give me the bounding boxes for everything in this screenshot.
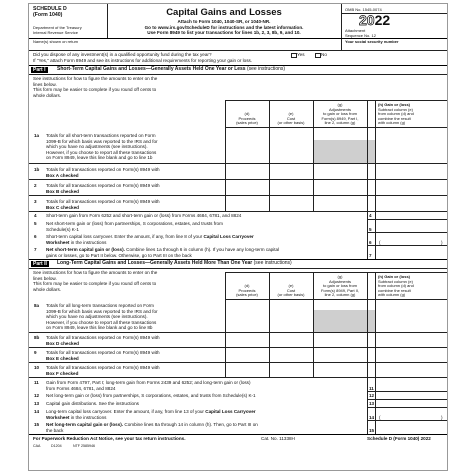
tax-year: 2022: [359, 12, 391, 28]
line-11-text-2: from Forms 4684, 6781, and 8824: [46, 385, 116, 391]
line-10-number: 10: [34, 365, 40, 370]
p1-col-d-header: (d) Proceeds (sales price): [236, 111, 258, 126]
line-14-box-number: 14: [369, 414, 375, 420]
line-8b-text-1: Totals for all transactions reported on Form(s) 8949 with: [46, 335, 160, 340]
line-8a-text-5: on Form 8949, leave this line blank and go to line 8b: [46, 325, 153, 330]
line-3-text-1: Totals for all transactions reported on Form(s) 8949 with: [46, 199, 160, 204]
line-13-text: Capital gain distributions. See the instructions: [46, 401, 139, 406]
footer-form-name: Schedule D (Form 1040) 2022: [367, 436, 431, 441]
p1-col-g-header: (g) Adjustments to gain or loss from Form(s) 8949, Part I, line 2, column (g): [321, 102, 359, 126]
part1-instr-1: See instructions for how to figure the amounts to enter on the: [33, 76, 158, 81]
line-4-text: Short-term gain from Form 6252 and short-term gain or (loss) from Forms 4684, 6781, and 8824: [46, 213, 242, 218]
part1-instr-4: whole dollars.: [33, 92, 62, 98]
line-8a-text-4: However, if you choose to report all these transactions: [46, 319, 157, 325]
line-14-text-2: Worksheet in the instructions: [46, 414, 107, 420]
line-11-text-1: Gain from Form 4797, Part I; long-term gain from Forms 2439 and 6252; and long-term gain or (loss): [46, 380, 251, 385]
line-11-number: 11: [34, 380, 39, 385]
line-15-number: 15: [34, 422, 40, 427]
line-4-box-number: 4: [369, 213, 372, 218]
line-7-number: 7: [34, 247, 37, 252]
line-1a-number: 1a: [34, 133, 40, 138]
p2-col-d-header: (d) Proceeds (sales price): [236, 283, 258, 298]
form-ref: (Form 1040): [33, 12, 63, 18]
line-6-number: 6: [34, 234, 37, 239]
line-13-box-number: 13: [369, 401, 375, 406]
line-1a-text-4: However, if you choose to report all these transactions: [46, 149, 157, 155]
line-8b-text-2: Box D checked: [46, 340, 79, 346]
part1-instr-2: lines below.: [33, 81, 57, 87]
line-8a-number: 8a: [34, 303, 40, 308]
line-8a-text-1: Totals for all long-term transactions reported on Form: [46, 303, 154, 308]
attachment-label: Attachment: [345, 28, 366, 33]
line-12-text: Net long-term gain or (loss) from partnerships, S corporations, estates, and trusts from Schedule(s) K-1: [46, 393, 256, 398]
attach-instruction: Attach to Form 1040, 1040-SR, or 1040-NR.: [177, 19, 271, 24]
line-12-number: 12: [34, 393, 40, 398]
goto-instruction: Go to www.irs.gov/ScheduleD for instructions and the latest information.: [144, 24, 304, 30]
part2-heading: Long-Term Capital Gains and Losses—Generally Assets Held More Than One Year (see instructions): [57, 260, 292, 266]
line-1a-text-5: on Form 8949, leave this line blank and go to line 1b: [46, 155, 153, 160]
paperwork-notice: For Paperwork Reduction Act Notice, see your tax return instructions.: [33, 436, 186, 441]
dept-irs: Internal Revenue Service: [33, 30, 78, 35]
part1-instr-3: This form may be easier to complete if you round off cents to: [33, 87, 157, 92]
line-4-number: 4: [34, 213, 37, 218]
line-1a-g-shaded: [313, 140, 375, 163]
part2-instr-2: lines below.: [33, 275, 57, 281]
line-6-paren-right: ): [441, 239, 443, 245]
part2-instr-1: See instructions for how to figure the amounts to enter on the: [33, 270, 158, 275]
line-8a-text-3: which you have no adjustments (see instructions).: [46, 314, 148, 319]
line-5-number: 5: [34, 221, 37, 226]
line-7-text-2: gains or losses, go to Part II below. Otherwise, go to Part III on the back: [46, 252, 192, 258]
line-6-box-number: 6: [369, 239, 372, 245]
line-7-text-1: Net short-term capital gain or (loss). Combine lines 1a through 6 in column (h). If you have any long-term capital: [46, 247, 280, 252]
line-1a-text-2: 1099-B for which basis was reported to the IRS and for: [46, 138, 158, 144]
line-13-number: 13: [34, 401, 40, 406]
part1-heading: Short-Term Capital Gains and Losses—Generally Assets Held One Year or Less (see instructions): [57, 66, 286, 72]
line-8a-text-2: 1099-B for which basis was reported to the IRS and for: [46, 308, 158, 314]
use-8949-instruction: Use Form 8949 to list your transactions for lines 1b, 2, 3, 8b, 9, and 10.: [147, 30, 301, 35]
line-14-paren-right: ): [441, 414, 443, 420]
line-5-box-number: 5: [369, 226, 372, 232]
sequence-number: Sequence No. 12: [345, 32, 376, 38]
dept-treasury: Department of the Treasury: [33, 25, 82, 30]
line-1b-number: 1b: [34, 167, 40, 172]
footer-code-ntf: NTF 2585946: [73, 444, 95, 448]
p1-col-h-header: (h) Gain or (loss) Subtract column (e) from column (d) and combine the result with column (g): [378, 102, 414, 126]
qof-yes-label: Yes: [297, 52, 305, 57]
line-15-text-2: the back: [46, 427, 64, 433]
schedule-label: SCHEDULE D: [33, 6, 67, 12]
line-9-number: 9: [34, 350, 37, 355]
line-10-text-1: Totals for all transactions reported on Form(s) 8949 with: [46, 365, 160, 370]
line-8a-g-shaded: [313, 310, 375, 332]
footer-code-caa: CAA: [33, 444, 41, 448]
line-3-text-2: Box C checked: [46, 204, 79, 210]
line-11-box-number: 11: [369, 385, 374, 391]
line-1b-text-2: Box A checked: [46, 172, 79, 178]
line-6-paren-left: (: [379, 239, 381, 245]
p1-col-e-header: (e) Cost (or other basis): [277, 111, 305, 126]
p2-col-g-header: (g) Adjustments to gain or loss from Form(s) 8949, Part II, line 2, column (g): [320, 274, 359, 298]
line-14-number: 14: [34, 409, 40, 414]
qof-note: If "Yes," attach Form 8949 and see its instructions for additional requirements for reporting your gain or loss.: [33, 58, 253, 63]
line-5-text-1: Net short-term gain or (loss) from partnerships, S corporations, estates, and trusts from: [46, 221, 223, 226]
part2-instr-4: whole dollars.: [33, 286, 62, 292]
form-title: Capital Gains and Losses: [166, 7, 282, 18]
p2-col-h-header: (h) Gain or (loss) Subtract column (e) from column (d) and combine the result with column (g): [378, 274, 414, 298]
omb-number: OMB No. 1545-0074: [345, 7, 382, 12]
line-1a-text-1: Totals for all short-term transactions reported on Form: [46, 133, 156, 138]
schedule-d-form-page: [28, 3, 448, 471]
qof-no-checkbox[interactable]: [315, 53, 321, 59]
qof-no-label: No: [321, 52, 327, 57]
line-7-box-number: 7: [369, 252, 372, 258]
cat-number: Cat. No. 11338H: [261, 436, 295, 441]
part1-badge: Part I: [33, 66, 46, 73]
ssn-label: Your social security number: [345, 39, 399, 44]
line-9-text-1: Totals for all transactions reported on Form(s) 8949 with: [46, 350, 160, 355]
line-8b-number: 8b: [34, 335, 40, 340]
line-6-text-2: Worksheet in the instructions: [46, 239, 107, 245]
line-6-text-1: Short-term capital loss carryover. Enter the amount, if any, from line 8 of your Capital Loss Carryover: [46, 234, 254, 239]
line-15-box-number: 15: [369, 427, 375, 433]
line-2-text-1: Totals for all transactions reported on Form(s) 8949 with: [46, 183, 160, 188]
part2-instr-3: This form may be easier to complete if you round off cents to: [33, 281, 157, 286]
line-2-number: 2: [34, 183, 37, 188]
line-14-paren-left: (: [379, 414, 381, 420]
line-2-text-2: Box B checked: [46, 188, 79, 194]
line-10-text-2: Box F checked: [46, 370, 79, 376]
qof-yes-checkbox[interactable]: [291, 53, 297, 59]
line-1a-text-3: which you have no adjustments (see instructions).: [46, 144, 148, 149]
line-3-number: 3: [34, 199, 37, 204]
line-15-text-1: Net long-term capital gain or (loss). Combine lines 8a through 14 in column (h). Then, go to Part III on: [46, 422, 258, 427]
footer-code-d1204: D1204: [51, 444, 62, 448]
line-14-text-1: Long-term capital loss carryover. Enter the amount, if any, from line 13 of your Capital Loss Carryover: [46, 409, 256, 414]
qof-question: Did you dispose of any investment(s) in a qualified opportunity fund during the tax year?: [33, 52, 212, 57]
p2-col-e-header: (e) Cost (or other basis): [277, 283, 305, 298]
line-9-text-2: Box E checked: [46, 355, 79, 361]
names-label: Name(s) shown on return: [33, 39, 79, 44]
line-12-box-number: 12: [369, 393, 375, 398]
line-5-text-2: Schedule(s) K-1: [46, 226, 79, 232]
line-1b-text-1: Totals for all transactions reported on Form(s) 8949 with: [46, 167, 160, 172]
part2-badge: Part II: [33, 260, 47, 267]
